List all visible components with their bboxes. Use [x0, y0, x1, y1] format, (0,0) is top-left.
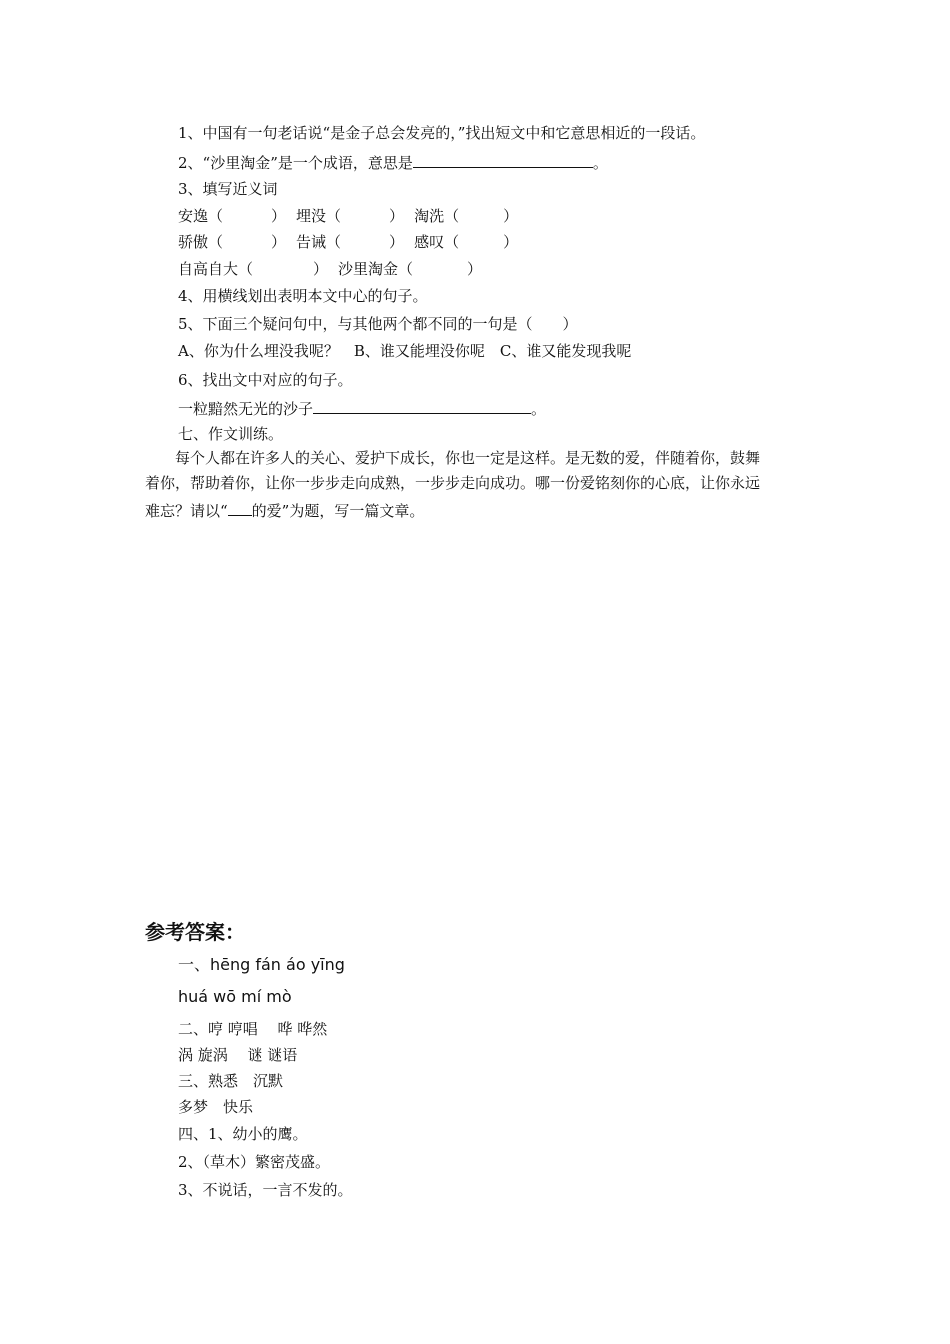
synonym-item: 埋没（ [296, 207, 342, 225]
question-4: 4、用横线划出表明本文中心的句子。 [178, 287, 428, 305]
synonym-item: 感叹（ [414, 233, 460, 251]
question-6-text: 一粒黯然无光的沙子 [178, 400, 314, 418]
answer-2-line-2: 涡 旋涡 谜 谜语 [178, 1046, 298, 1064]
synonym-item: 骄傲（ [178, 233, 224, 251]
question-1: 1、中国有一句老话说“是金子总会发亮的，”找出短文中和它意思相近的一段话。 [178, 124, 706, 142]
synonym-close: ） [467, 260, 483, 278]
synonym-close: ） [503, 207, 519, 225]
synonym-item: 淘洗（ [414, 207, 460, 225]
synonym-close: ） [503, 233, 519, 251]
question-2-end: 。 [592, 154, 608, 172]
synonym-close: ） [313, 260, 329, 278]
synonyms-row-1 [178, 206, 518, 226]
synonym-close: ） [271, 233, 287, 251]
question-6: 6、找出文中对应的句子。 [178, 371, 353, 389]
synonyms-row-2 [178, 232, 518, 252]
synonym-close: ） [389, 233, 405, 251]
composition-title: 七、作文训练。 [178, 425, 284, 443]
answer-4-line-3: 3、不说话，一言不发的。 [178, 1181, 353, 1199]
answer-1-line-2: huá wō mí mò [178, 987, 292, 1006]
composition-line-3 [145, 499, 424, 521]
answer-2-line-1: 二、哼 哼唱 哗 哗然 [178, 1020, 328, 1038]
answer-3-line-2: 多梦 快乐 [178, 1098, 254, 1116]
question-5-options: A、你为什么埋没我呢？ B、谁又能埋没你呢 C、谁又能发现我呢 [178, 342, 632, 360]
synonym-close: ） [271, 207, 287, 225]
question-5: 5、下面三个疑问句中，与其他两个都不同的一句是（ ） [178, 315, 578, 333]
composition-text-end: 的爱”为题，写一篇文章。 [251, 502, 425, 520]
question-2 [178, 151, 608, 173]
answer-blank [313, 397, 531, 414]
answer-4-line-2: 2、（草木）繁密茂盛。 [178, 1153, 331, 1171]
question-3: 3、填写近义词 [178, 180, 278, 198]
answer-3-line-1: 三、熟悉 沉默 [178, 1072, 284, 1090]
answer-4-line-1: 四、1、幼小的鹰。 [178, 1125, 308, 1143]
synonym-item: 安逸（ [178, 207, 224, 225]
answer-blank [413, 151, 593, 168]
synonym-close: ） [389, 207, 405, 225]
title-blank [228, 499, 252, 516]
question-2-text: 2、“沙里淘金”是一个成语，意思是 [178, 154, 413, 172]
composition-text: 难忘？请以“ [145, 502, 228, 520]
synonym-item: 沙里淘金（ [338, 260, 414, 278]
answer-1-line-1: 一、hēng fán áo yīng [178, 955, 345, 974]
answers-heading: 参考答案： [145, 920, 245, 944]
composition-line-2: 着你，帮助着你，让你一步步走向成熟，一步步走向成功。哪一份爱铭刻你的心底，让你永远 [145, 474, 761, 492]
question-6-prompt [178, 397, 546, 419]
synonym-item: 自高自大（ [178, 260, 254, 278]
composition-line-1: 每个人都在许多人的关心、爱护下成长，你也一定是这样。是无数的爱，伴随着你，鼓舞 [145, 449, 761, 467]
question-6-end: 。 [531, 400, 547, 418]
synonym-item: 告诫（ [296, 233, 342, 251]
synonyms-row-3 [178, 259, 482, 279]
